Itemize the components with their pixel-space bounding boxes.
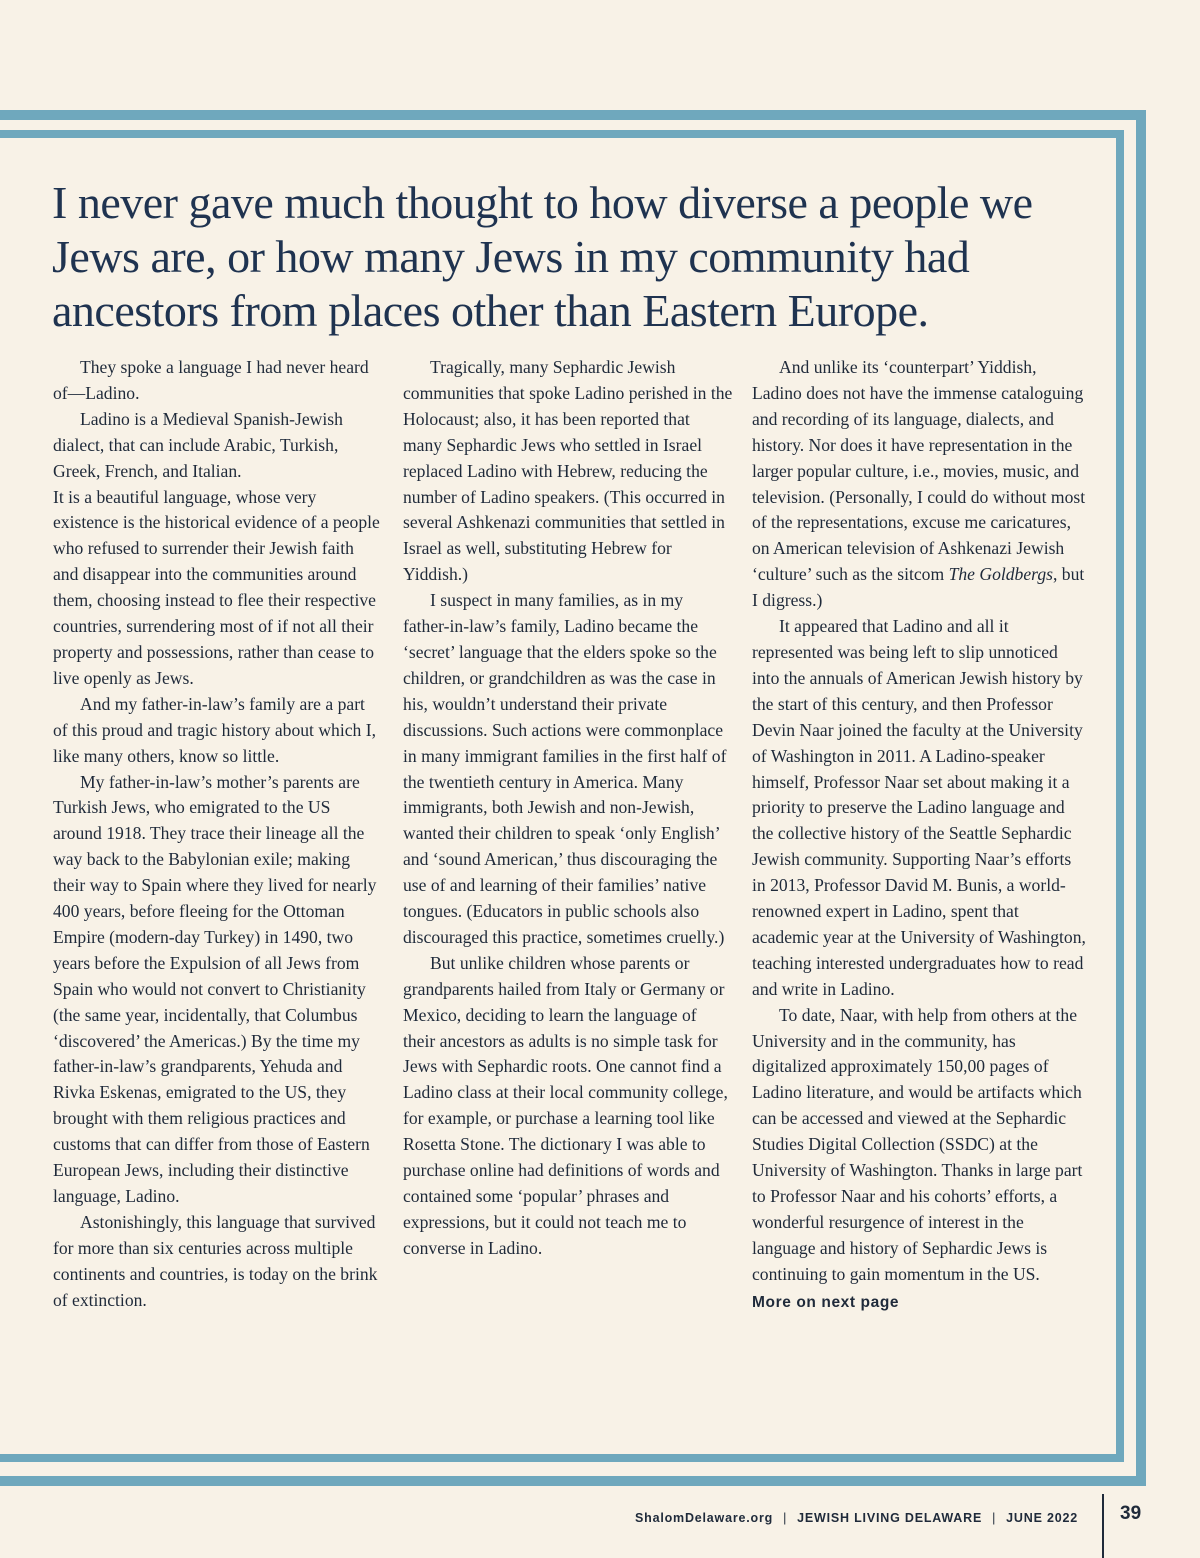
footer-separator: | <box>992 1511 997 1525</box>
footer-issue: JUNE 2022 <box>1006 1511 1078 1525</box>
footer-site: ShalomDelaware.org <box>635 1511 774 1525</box>
paragraph <box>752 355 1087 614</box>
continued-link[interactable]: More on next page <box>752 1293 900 1311</box>
article-column-2 <box>403 355 733 1262</box>
paragraph: And my father-in-law’s family are a part of this proud and tragic history about which I, like many others, know so little. <box>53 693 376 766</box>
article-column-3 <box>752 355 1087 1316</box>
footer-divider <box>1102 1494 1104 1558</box>
paragraph: But unlike children whose parents or grandparents hailed from Italy or Germany or Mexico, deciding to learn the language of their ancestors as adults is no simple task for Jews with Sephardic roots. One cannot find a Ladino class at their local community college, for example, or purchase a learning tool like Rosetta Stone. The dictionary I was able to purchase online had definitions of words and contained some ‘popular’ phrases and expressions, but it could not teach me to converse in Ladino. <box>403 952 728 1258</box>
paragraph: They spoke a language I had never heard of—Ladino. <box>53 357 369 403</box>
pull-quote-headline: I never gave much thought to how diverse a people we Jews are, or how many Jews in my community had ancestors from places other than Eastern Europe. <box>52 177 1033 336</box>
footer-publication: JEWISH LIVING DELAWARE <box>797 1511 983 1525</box>
paragraph: Ladino is a Medieval Spanish-Jewish dialect, that can include Arabic, Turkish, Greek, French, and Italian. <box>53 408 343 481</box>
paragraph: Astonishingly, this language that survived for more than six centuries across multiple continents and countries, is today on the brink of extinction. <box>53 1211 378 1310</box>
paragraph-text: And unlike its ‘counterpart’ Yiddish, Ladino does not have the immense cataloguing and recording of its language, dialects, and history. Nor does it have representation in the larger popular culture, i.e., movies, music, and television. (Personally, I could do without most of the representations, excuse me caricatures, on American television of Ashkenazi Jewish ‘culture’ such as the sitcom <box>752 357 1086 585</box>
show-title: The Goldbergs <box>948 564 1053 585</box>
paragraph: It is a beautiful language, whose very existence is the historical evidence of a people who refused to surrender their Jewish faith and disappear into the communities around them, choosing instead to flee their respective countries, surrendering most of if not all their property and possessions, rather than cease to live openly as Jews. <box>53 486 380 688</box>
footer-separator: | <box>783 1511 788 1525</box>
page-footer <box>635 1511 1078 1525</box>
article-column-1 <box>53 355 383 1314</box>
paragraph: I suspect in many families, as in my father-in-law’s family, Ladino became the ‘secret’ language that the elders spoke so the children, or grandchildren as was the case in his, wouldn’t understand their private discussions. Such actions were commonplace in many immigrant families in the first half of the twentieth century in America. Many immigrants, both Jewish and non-Jewish, wanted their children to speak ‘only English’ and ‘sound American,’ thus discouraging the use of and learning of their families’ native tongues. (Educators in public schools also discouraged this practice, sometimes cruelly.) <box>403 590 727 947</box>
paragraph-text: , but I digress.) <box>752 564 1085 611</box>
paragraph: Tragically, many Sephardic Jewish communities that spoke Ladino perished in the Holocaust; also, it has been reported that many Sephardic Jews who settled in Israel replaced Ladino with Hebrew, reducing the number of Ladino speakers. (This occurred in several Ashkenazi communities that settled in Israel as well, substituting Hebrew for Yiddish.) <box>403 357 733 585</box>
page-number: 39 <box>1120 1503 1142 1524</box>
paragraph: To date, Naar, with help from others at the University and in the community, has digitalized approximately 150,00 pages of Ladino literature, and would be artifacts which can be accessed and viewed at the Sephardic Studies Digital Collection (SSDC) at the University of Washington. Thanks in large part to Professor Naar and his cohorts’ efforts, a wonderful resurgence of interest in the language and history of Sephardic Jews is continuing to gain momentum in the US. <box>752 1004 1083 1284</box>
paragraph: It appeared that Ladino and all it represented was being left to slip unnoticed into the annuals of American Jewish history by the start of this century, and then Professor Devin Naar joined the faculty at the University of Washington in 2011. A Ladino-speaker himself, Professor Naar set about making it a priority to preserve the Ladino language and the collective history of the Seattle Sephardic Jewish community. Supporting Naar’s efforts in 2013, Professor David M. Bunis, a world-renowned expert in Ladino, spent that academic year at the University of Washington, teaching interested undergraduates how to read and write in Ladino. <box>752 616 1086 999</box>
paragraph: My father-in-law’s mother’s parents are Turkish Jews, who emigrated to the US around 1918. They trace their lineage all the way back to the Babylonian exile; making their way to Spain where they lived for nearly 400 years, before fleeing for the Ottoman Empire (modern-day Turkey) in 1490, two years before the Expulsion of all Jews from Spain who would not convert to Christianity (the same year, incidentally, that Columbus ‘discovered’ the Americas.) By the time my father-in-law’s grandparents, Yehuda and Rivka Eskenas, emigrated to the US, they brought with them religious practices and customs that can differ from those of Eastern European Jews, including their distinctive language, Ladino. <box>53 771 377 1206</box>
